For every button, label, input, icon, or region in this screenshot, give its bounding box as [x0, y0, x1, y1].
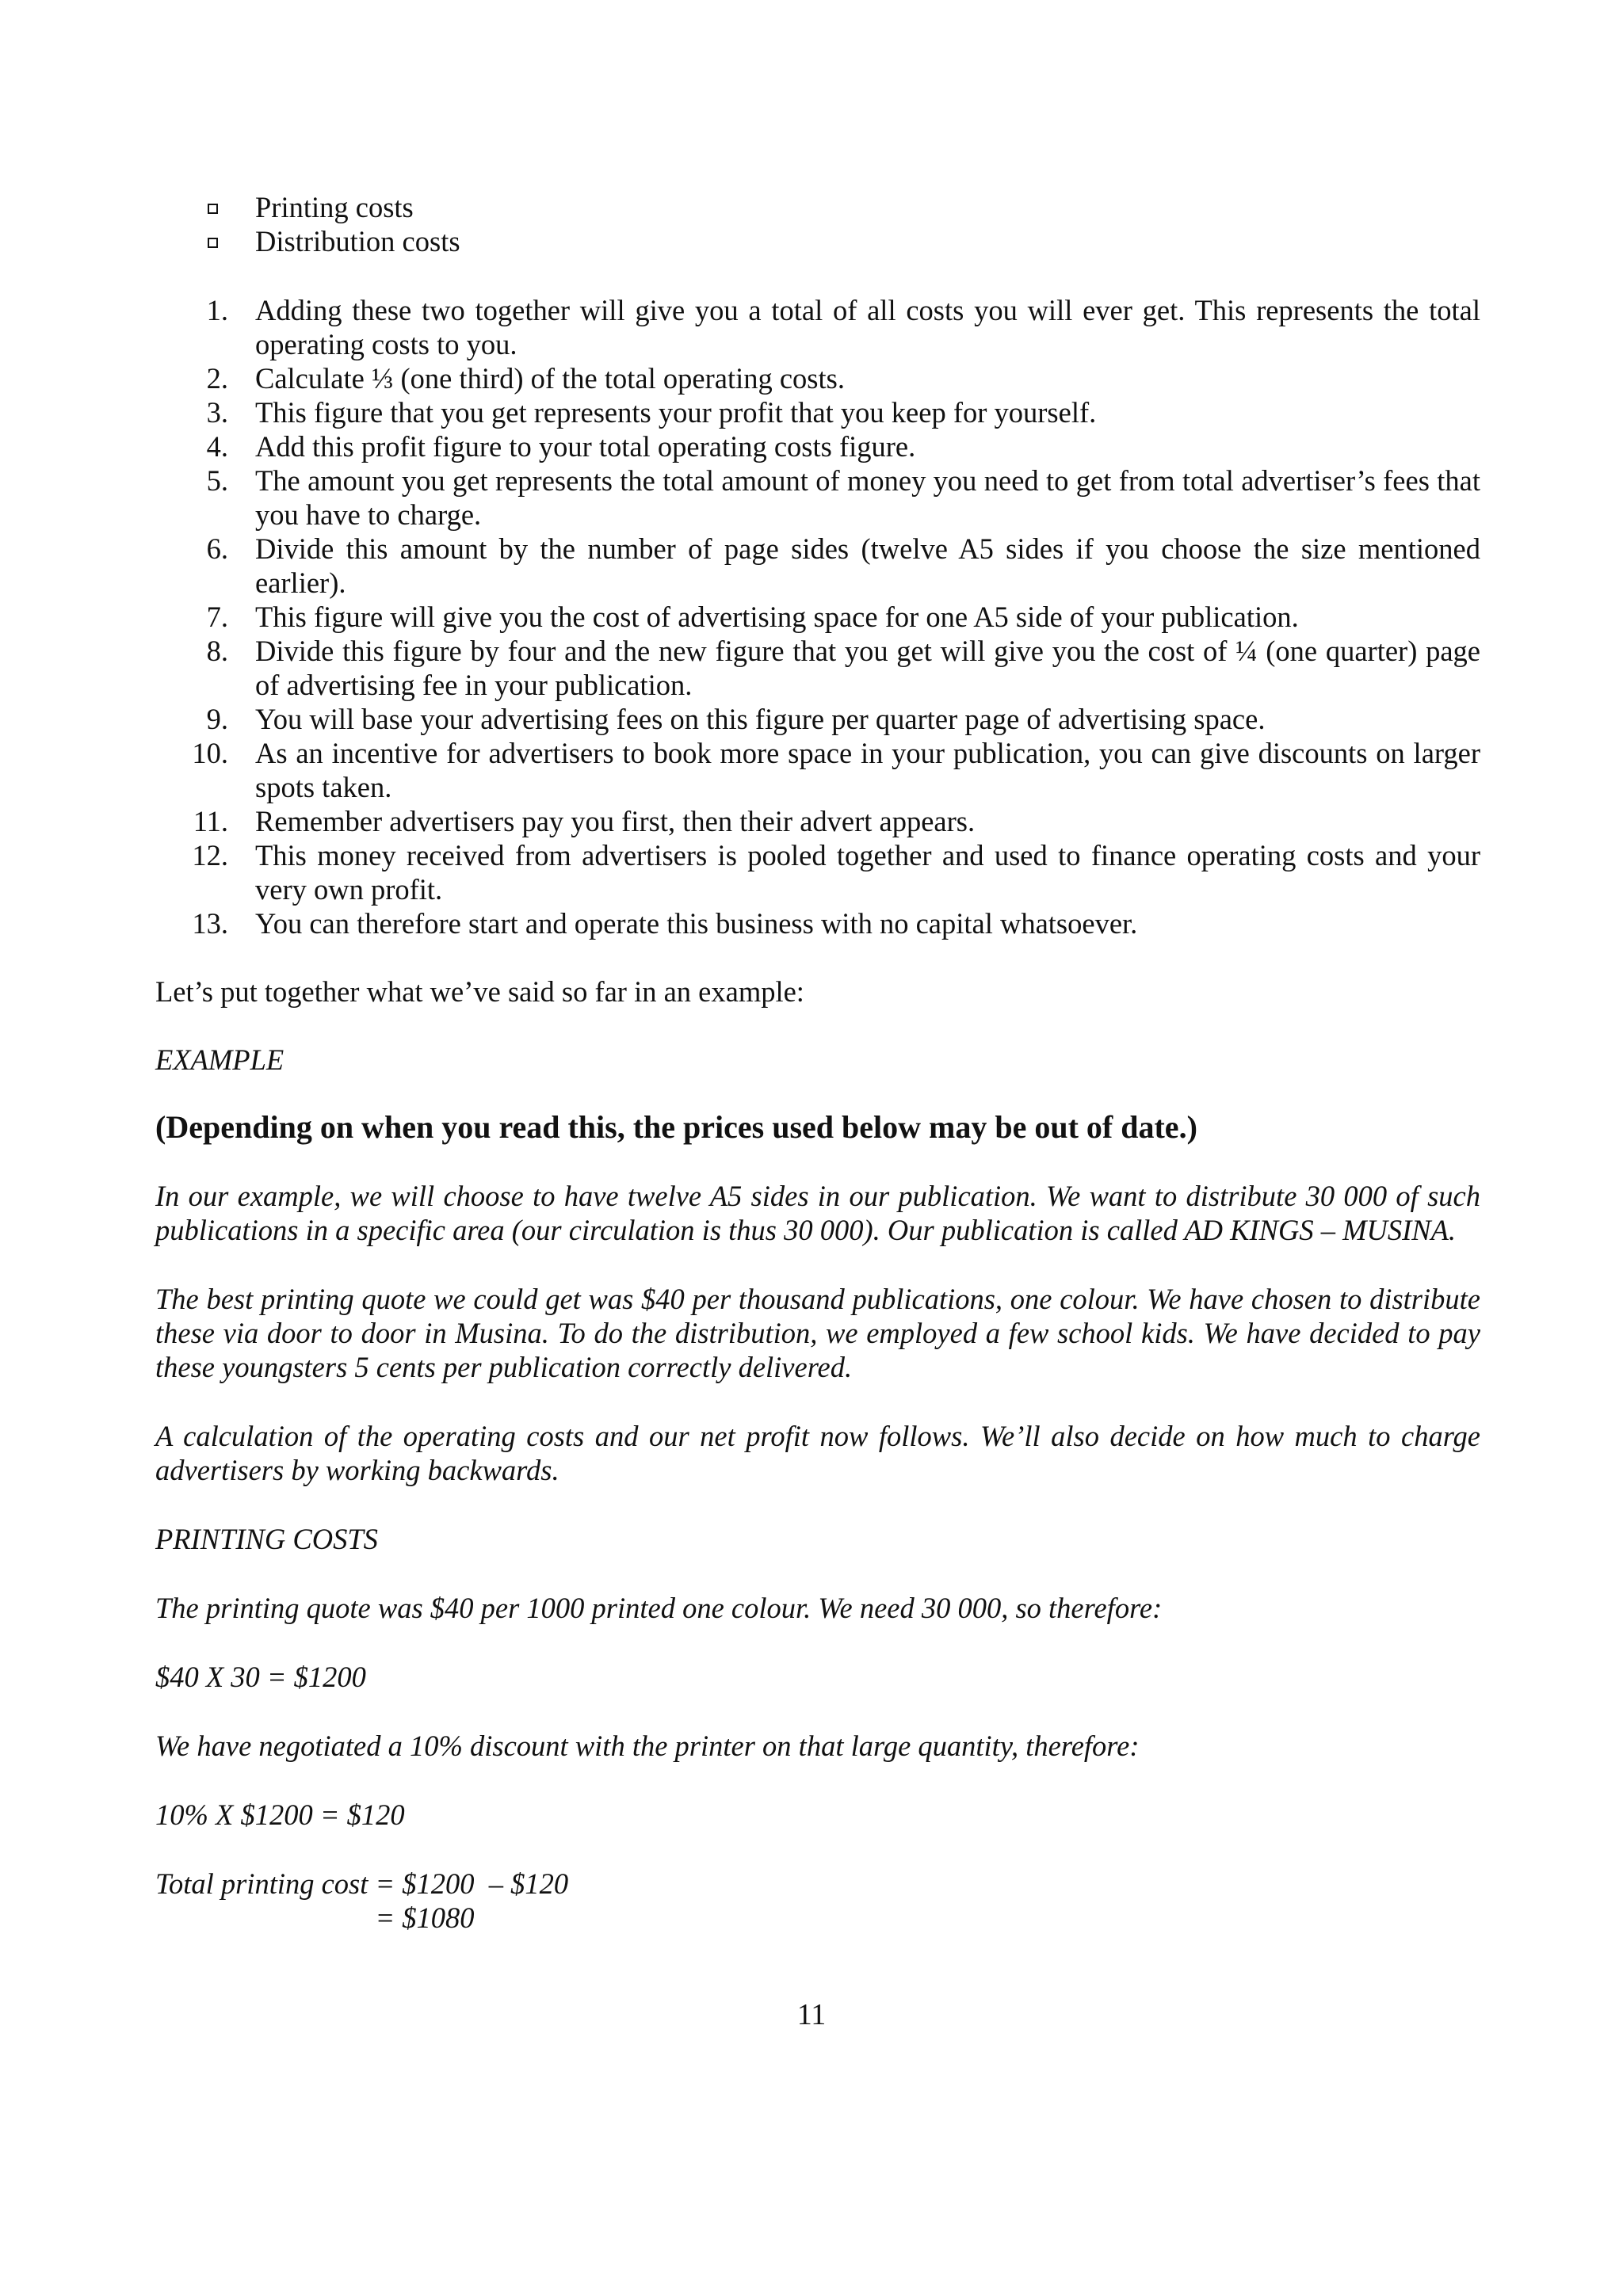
list-item: 7. This figure will give you the cost of advertising space for one A5 side of your publication.	[206, 601, 1299, 633]
total-printing-label: Total printing cost	[155, 1867, 376, 1900]
total-printing-line-1: = $1200 – $120	[375, 1867, 569, 1900]
list-item: 10. As an incentive for advertisers to book more space in your publication, you can give discounts on larger spots taken.	[192, 737, 1480, 803]
total-printing-cost	[155, 1867, 1480, 1935]
page-number: 11	[796, 1998, 827, 2031]
list-item: 2. Calculate ⅓ (one third) of the total operating costs.	[206, 362, 845, 395]
list-item: 3. This figure that you get represents your profit that you keep for yourself.	[206, 396, 1097, 429]
list-item: 1. Adding these two together will give you a total of all costs you will ever get. This represents the total operating costs to you.	[206, 294, 1480, 360]
cost-bullet-list	[155, 190, 1480, 258]
printing-calc-2: 10% X $1200 = $120	[155, 1798, 405, 1831]
list-item: Printing costs	[155, 190, 1480, 224]
printing-costs-heading: PRINTING COSTS	[155, 1523, 378, 1555]
list-item: 12. This money received from advertisers is pooled together and used to finance operating costs and your very own profit.	[192, 839, 1480, 906]
checkbox-bullet-icon	[208, 238, 218, 248]
example-paragraph-2: The best printing quote we could get was $40 per thousand publications, one colour. We have chosen to distribute these via door to door in Musina. To do the distribution, we employed a few school kids. We have decided to pay these youngsters 5 cents per publication correctly delivered.	[155, 1283, 1480, 1383]
printing-calc-1: $40 X 30 = $1200	[155, 1661, 366, 1693]
example-paragraph-3: A calculation of the operating costs and our net profit now follows. We’ll also decide on how much to charge advertisers by working backwards.	[155, 1420, 1480, 1486]
list-item: 5. The amount you get represents the total amount of money you need to get from total advertiser’s fees that you have to charge.	[206, 464, 1480, 531]
example-paragraph-1: In our example, we will choose to have twelve A5 sides in our publication. We want to distribute 30 000 of such publications in a specific area (our circulation is thus 30 000). Our publication is called AD KINGS – MUSINA.	[155, 1180, 1480, 1246]
total-printing-line-2: = $1080	[375, 1901, 475, 1934]
list-item: 9. You will base your advertising fees on this figure per quarter page of advertising space.	[206, 703, 1266, 735]
list-item: 11. Remember advertisers pay you first, then their advert appears.	[193, 805, 976, 837]
discount-text: We have negotiated a 10% discount with the printer on that large quantity, therefore:	[155, 1730, 1140, 1762]
checkbox-bullet-icon	[208, 204, 218, 214]
list-item: 6. Divide this amount by the number of page sides (twelve A5 sides if you choose the size mentioned earlier).	[206, 532, 1480, 599]
intro-paragraph: Let’s put together what we’ve said so far in an example:	[155, 975, 804, 1008]
list-item: 13. You can therefore start and operate this business with no capital whatsoever.	[192, 907, 1138, 940]
steps-list	[155, 293, 1480, 940]
price-disclaimer-heading: (Depending on when you read this, the prices used below may be out of date.)	[155, 1109, 1197, 1145]
list-item: Distribution costs	[155, 224, 1480, 258]
list-item: 4. Add this profit figure to your total operating costs figure.	[206, 430, 916, 463]
document-page	[155, 190, 1480, 1935]
list-item: 8. Divide this figure by four and the new figure that you get will give you the cost of ¼ (one quarter) page of advertising fee in your publication.	[206, 635, 1480, 701]
example-label: EXAMPLE	[155, 1043, 285, 1076]
printing-quote-text: The printing quote was $40 per 1000 printed one colour. We need 30 000, so therefore:	[155, 1592, 1163, 1624]
